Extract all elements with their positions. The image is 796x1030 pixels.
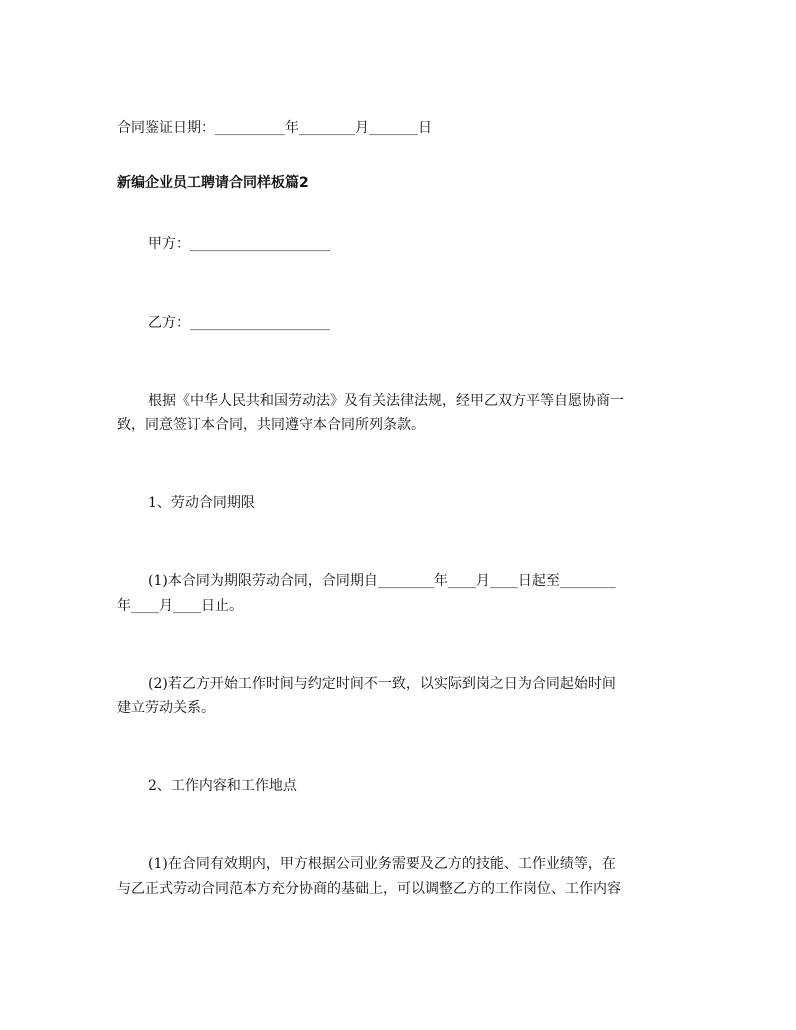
preamble-line-1: 根据《中华人民共和国劳动法》及有关法律法规，经甲乙双方平等自愿协商一 — [148, 393, 624, 409]
party-b-line: 乙方：____________________ — [148, 315, 330, 331]
certification-date-line: 合同鉴证日期：__________年________月_______日 — [117, 120, 432, 136]
party-a-line: 甲方：____________________ — [148, 236, 330, 252]
clause-1-heading: 1、劳动合同期限 — [148, 495, 255, 511]
clause-1-item-2-line-2: 建立劳动关系。 — [117, 700, 215, 716]
clause-1-item-1-line-1: (1)本合同为期限劳动合同，合同期自________年____月____日起至________ — [148, 573, 616, 589]
clause-2-heading: 2、工作内容和工作地点 — [148, 778, 297, 794]
section-title: 新编企业员工聘请合同样板篇2 — [117, 175, 309, 191]
preamble-line-2: 致，同意签订本合同，共同遵守本合同所列条款。 — [117, 417, 425, 433]
clause-2-item-1-line-2: 与乙正式劳动合同范本方充分协商的基础上，可以调整乙方的工作岗位、工作内容 — [117, 881, 621, 897]
clause-2-item-1-line-1: (1)在合同有效期内，甲方根据公司业务需要及乙方的技能、工作业绩等，在 — [148, 856, 616, 872]
clause-1-item-2-line-1: (2)若乙方开始工作时间与约定时间不一致，以实际到岗之日为合同起始时间 — [148, 676, 616, 692]
clause-1-item-1-line-2: 年____月____日止。 — [117, 598, 243, 614]
